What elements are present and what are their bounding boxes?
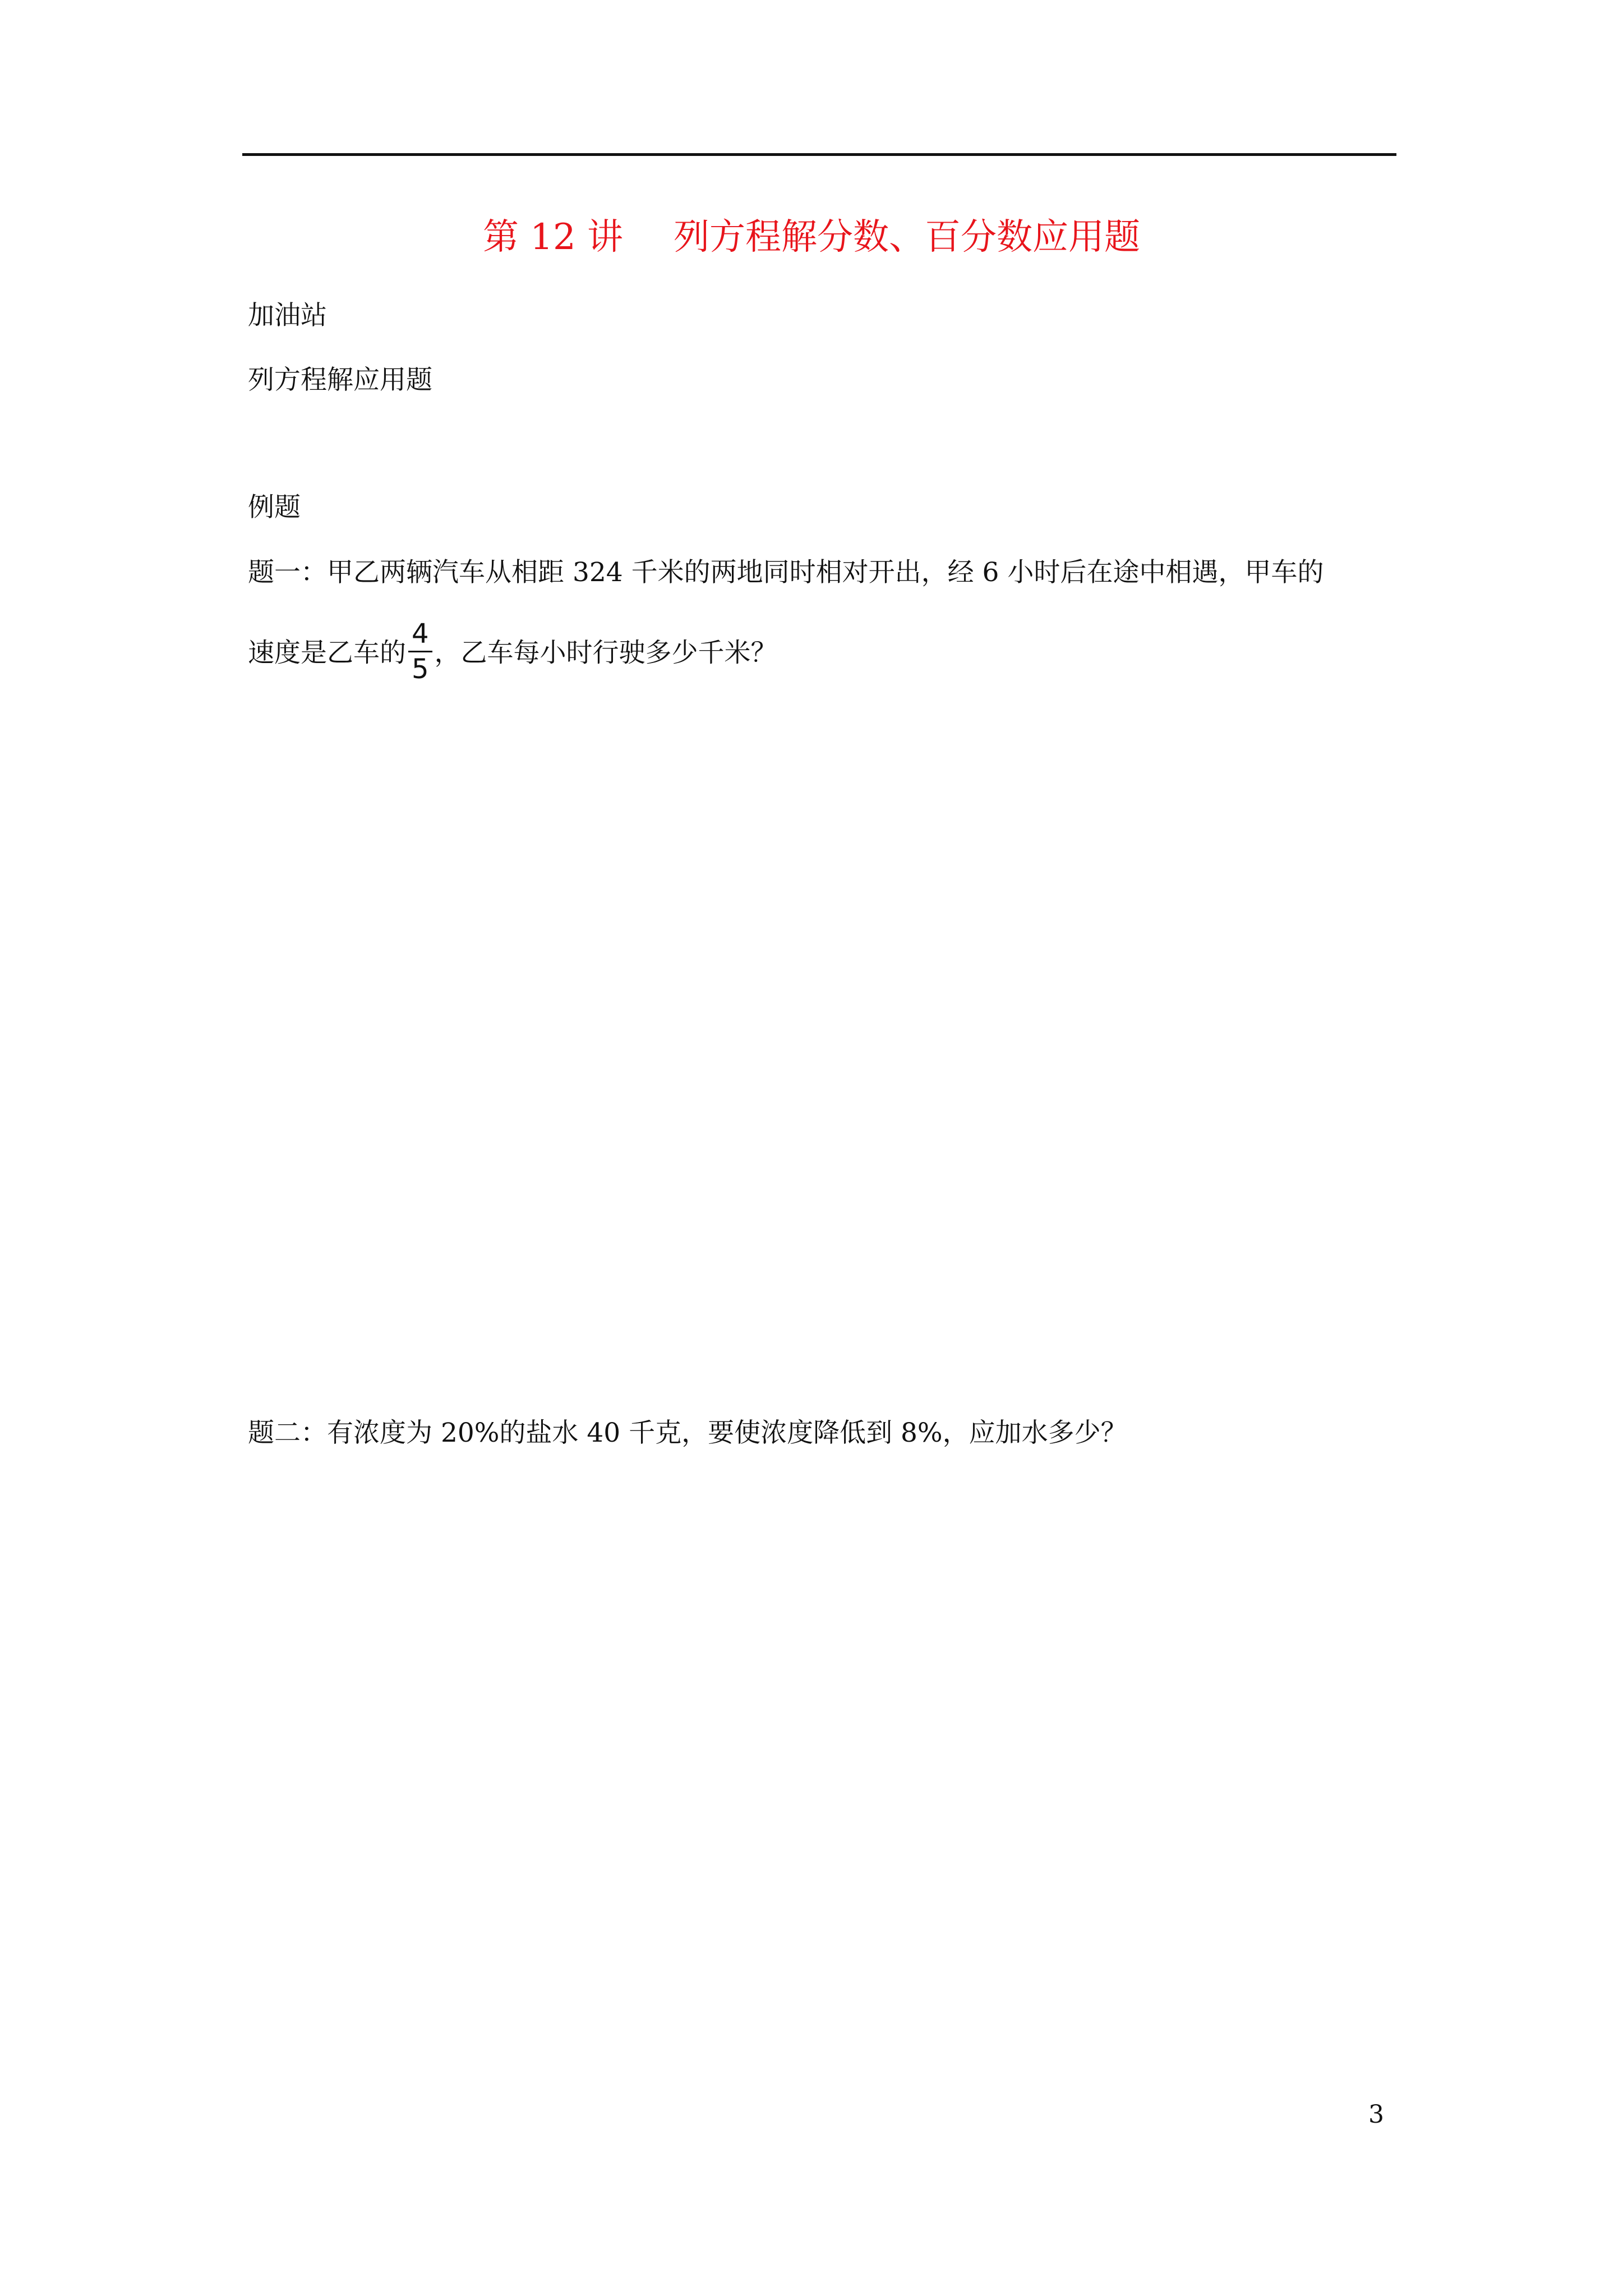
section-station: 加油站	[248, 300, 327, 331]
problem-two: 题二：有浓度为 20%的盐水 40 千克，要使浓度降低到 8%，应加水多少？	[248, 1418, 1127, 1448]
section-method: 列方程解应用题	[248, 365, 432, 395]
header-rule	[242, 153, 1396, 156]
section-examples: 例题	[248, 492, 301, 523]
fraction-denominator: 5	[412, 654, 429, 685]
fraction-four-fifths	[408, 618, 432, 685]
title-lecture: 第 12 讲	[482, 217, 624, 258]
problem-one-line2-after: ，乙车每小时行驶多少千米？	[434, 637, 777, 669]
title-topic: 列方程解分数、百分数应用题	[674, 217, 1141, 258]
problem-one-line2-before: 速度是乙车的	[248, 637, 406, 669]
page-title	[0, 212, 1623, 263]
problem-one-line1: 题一：甲乙两辆汽车从相距 324 千米的两地同时相对开出，经 6 小时后在途中相遇，甲车的	[248, 557, 1324, 588]
problem-one-line2	[248, 618, 777, 688]
fraction-numerator: 4	[412, 618, 429, 650]
page-number: 3	[1368, 2100, 1384, 2129]
fraction-bar	[408, 651, 432, 652]
